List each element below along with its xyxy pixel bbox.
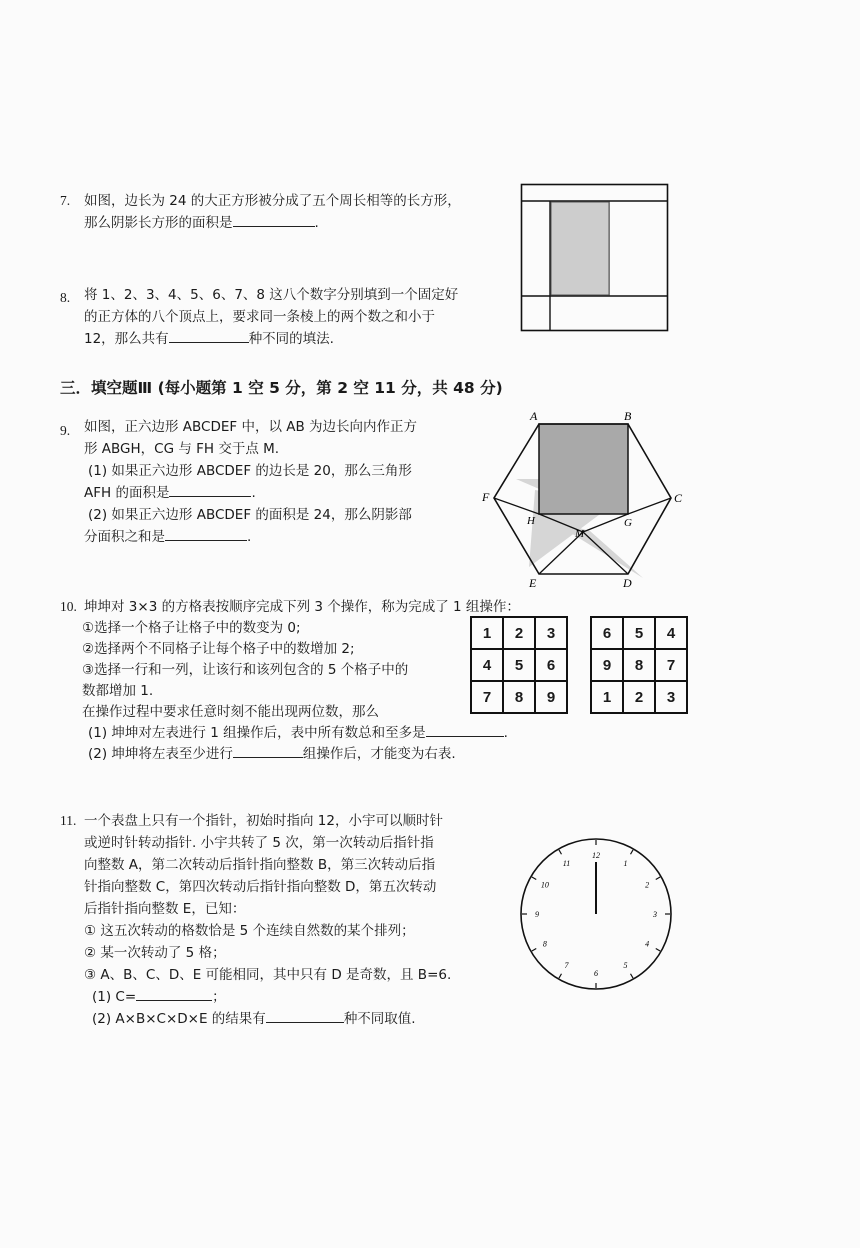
grid-cell: 4 [471,649,503,681]
q10-sub1 [88,722,508,744]
q9-line3: (1) 如果正六边形 ABCDEF 的边长是 20，那么三角形 [88,463,412,479]
q11-line5: 后指针指向整数 E，已知： [84,901,246,917]
q9-answer-blank-2[interactable] [165,526,247,541]
q9-answer-blank-1[interactable] [169,482,251,497]
q9-segment-dm [583,532,628,574]
grid-cell: 8 [503,681,535,713]
q10-op2: ②选择两个不同格子让每个格子中的数增加 2; [82,641,355,657]
q10-op1: ①选择一个格子让格子中的数变为 0; [82,620,301,636]
q9-label-m: M [575,528,585,540]
q7-figure [520,183,670,333]
q10-line1: 坤坤对 3×3 的方格表按顺序完成下列 3 个操作，称为完成了 1 组操作： [84,599,520,615]
grid-cell: 3 [655,681,687,713]
q7-line2-end: . [314,215,319,231]
q8-line3-end: 种不同的填法. [248,331,334,347]
q9-label-c: C [674,491,683,505]
section-3-title: 三．填空题Ⅲ [60,379,153,397]
grid-row [471,649,567,681]
q9-line6 [84,526,251,548]
grid-row [591,649,687,681]
q9-line1: 如图，正六边形 ABCDEF 中，以 AB 为边长向内作正方 [84,419,418,435]
grid-cell: 2 [623,681,655,713]
clock-number: 4 [645,939,650,949]
clock-tick [656,877,660,880]
grid-cell: 7 [655,649,687,681]
clock-number: 3 [653,910,657,919]
q11-sub2-text: (2) A×B×C×D×E 的结果有 [92,1011,266,1027]
q10-left-grid [470,616,568,714]
q11-cond1: ① 这五次转动的格数恰是 5 个连续自然数的某个排列； [84,923,415,939]
q9-line4-text: AFH 的面积是 [84,485,170,501]
q9-line4 [84,482,256,504]
clock-tick [559,974,562,978]
q9-line4-end: . [251,485,256,501]
q9-segment-cg [628,498,671,514]
q11-sub1-text: (1) C= [92,989,137,1005]
q10-sub2-end: 组操作后，才能变为右表. [302,746,456,762]
q8-number: 8. [60,290,71,305]
clock-tick [532,877,536,880]
clock-number: 9 [535,910,539,919]
q8-line1: 将 1、2、3、4、5、6、7、8 这八个数字分别填到一个固定好 [84,287,459,303]
grid-cell: 9 [535,681,567,713]
grid-row [591,681,687,713]
q9-line6-end: . [247,529,252,545]
q11-sub1-end: ； [212,989,226,1005]
grid-cell: 6 [591,617,623,649]
q10-right-grid [590,616,688,714]
q9-line2: 形 ABGH，CG 与 FH 交于点 M. [84,441,280,457]
q9-number: 9. [60,423,71,438]
q9-inner-square-abgh [539,424,628,514]
q11-sub2 [92,1008,416,1030]
q11-answer-blank-1[interactable] [136,986,212,1001]
grid-cell: 6 [535,649,567,681]
grid-row [471,681,567,713]
q10-sub2 [88,743,456,765]
q8-line2: 的正方体的八个顶点上，要求同一条棱上的两个数之和小于 [84,309,435,325]
q11-line2: 或逆时针转动指针. 小宇共转了 5 次，第一次转动后指针指 [84,835,434,851]
q10-condition: 在操作过程中要求任意时刻不能出现两位数，那么 [82,704,379,720]
clock-number: 12 [592,851,600,860]
q10-sub1-text: (1) 坤坤对左表进行 1 组操作后，表中所有数总和至多是 [88,725,426,741]
clock-number: 11 [562,858,571,868]
grid-cell: 1 [471,617,503,649]
q7-answer-blank[interactable] [233,212,315,227]
q9-line6-text: 分面积之和是 [84,529,165,545]
q10-sub2-text: (2) 坤坤将左表至少进行 [88,746,233,762]
q7-line1: 如图，边长为 24 的大正方形被分成了五个周长相等的长方形， [84,193,461,209]
grid-row [591,617,687,649]
clock-number: 10 [540,880,549,890]
q11-cond2: ② 某一次转动了 5 格； [84,945,226,961]
clock-tick [532,949,536,952]
q11-number: 11. [60,813,77,828]
grid-cell: 3 [535,617,567,649]
clock-number: 8 [542,939,547,949]
clock-tick [656,949,660,952]
clock-number: 5 [623,961,628,971]
q9-line5: (2) 如果正六边形 ABCDEF 的面积是 24，那么阴影部 [88,507,412,523]
clock-number: 6 [594,969,598,978]
q10-answer-blank-1[interactable] [426,722,504,737]
q11-line4: 针指向整数 C，第四次转动后指针指向整数 D，第五次转动 [84,879,437,895]
q7-line2 [84,212,319,234]
grid-cell: 1 [591,681,623,713]
q11-line1: 一个表盘上只有一个指针，初始时指向 12，小宇可以顺时针 [84,813,443,829]
q9-label-g: G [624,517,632,529]
q10-answer-blank-2[interactable] [233,743,303,758]
q9-label-d: D [623,576,632,590]
q11-sub1 [92,986,226,1008]
clock-number: 2 [645,880,650,890]
q11-answer-blank-2[interactable] [266,1008,344,1023]
grid-row [471,617,567,649]
clock-tick [631,850,634,854]
grid-cell: 7 [471,681,503,713]
clock-number: 1 [623,858,628,868]
q9-label-a: A [530,409,538,423]
q11-line3: 向整数 A，第二次转动后指针指向整数 B，第三次转动后指 [84,857,436,873]
q10-op3-line1: ③选择一行和一列，让该行和该列包含的 5 个格子中的 [82,662,409,678]
q10-number: 10. [60,599,77,614]
q9-label-e: E [529,576,537,590]
q11-cond3: ③ A、B、C、D、E 可能相同，其中只有 D 是奇数，且 B=6. [84,967,452,983]
q9-label-f: F [482,490,490,504]
grid-cell: 5 [623,617,655,649]
section-3-header [60,376,503,398]
q9-figure [478,406,688,590]
grid-cell: 9 [591,649,623,681]
clock-tick [631,974,634,978]
q11-sub2-end: 种不同取值. [343,1011,416,1027]
q7-shaded-rectangle [551,202,609,295]
q7-line2-text: 那么阴影长方形的面积是 [84,215,233,231]
grid-cell: 2 [503,617,535,649]
q9-label-h: H [527,515,535,527]
q9-label-b: B [624,409,632,423]
q8-answer-blank[interactable] [169,328,249,343]
q9-segment-fh [494,498,539,514]
q10-sub1-end: . [503,725,508,741]
q10-op3-line2: 数都增加 1. [82,683,154,699]
section-3-note: (每小题第 1 空 5 分，第 2 空 11 分，共 48 分) [157,379,503,397]
clock-tick [559,850,562,854]
grid-cell: 8 [623,649,655,681]
grid-cell: 4 [655,617,687,649]
clock-number: 7 [564,961,569,971]
grid-cell: 5 [503,649,535,681]
q11-clock-figure [518,836,674,992]
q8-line3-text: 12，那么共有 [84,331,169,347]
q7-number: 7. [60,193,71,208]
q8-line3 [84,328,334,350]
